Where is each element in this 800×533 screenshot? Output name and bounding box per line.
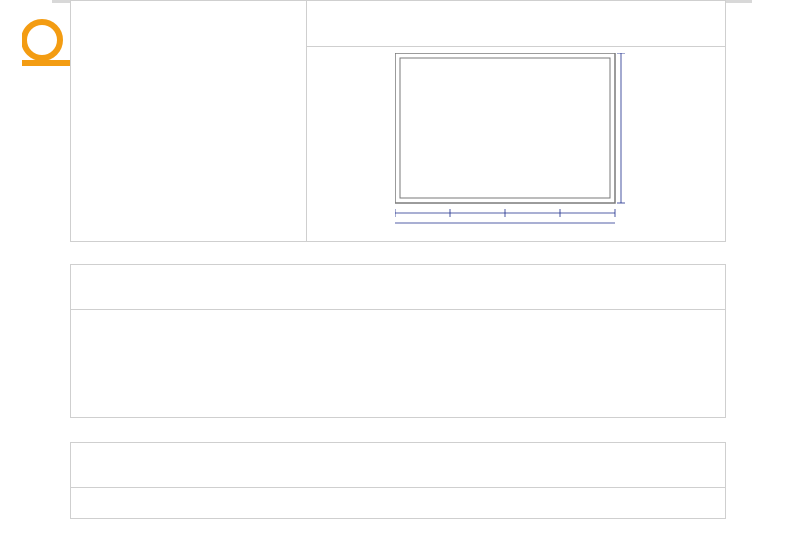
production-title [306,1,726,47]
drawing-area [306,47,726,242]
production-panel [70,0,726,242]
glass-panel [70,442,726,519]
glass-title [71,443,725,488]
window-drawing [395,53,725,241]
aluminum-panel [70,264,726,418]
window-frame [395,53,615,203]
aluminum-title [71,265,725,310]
